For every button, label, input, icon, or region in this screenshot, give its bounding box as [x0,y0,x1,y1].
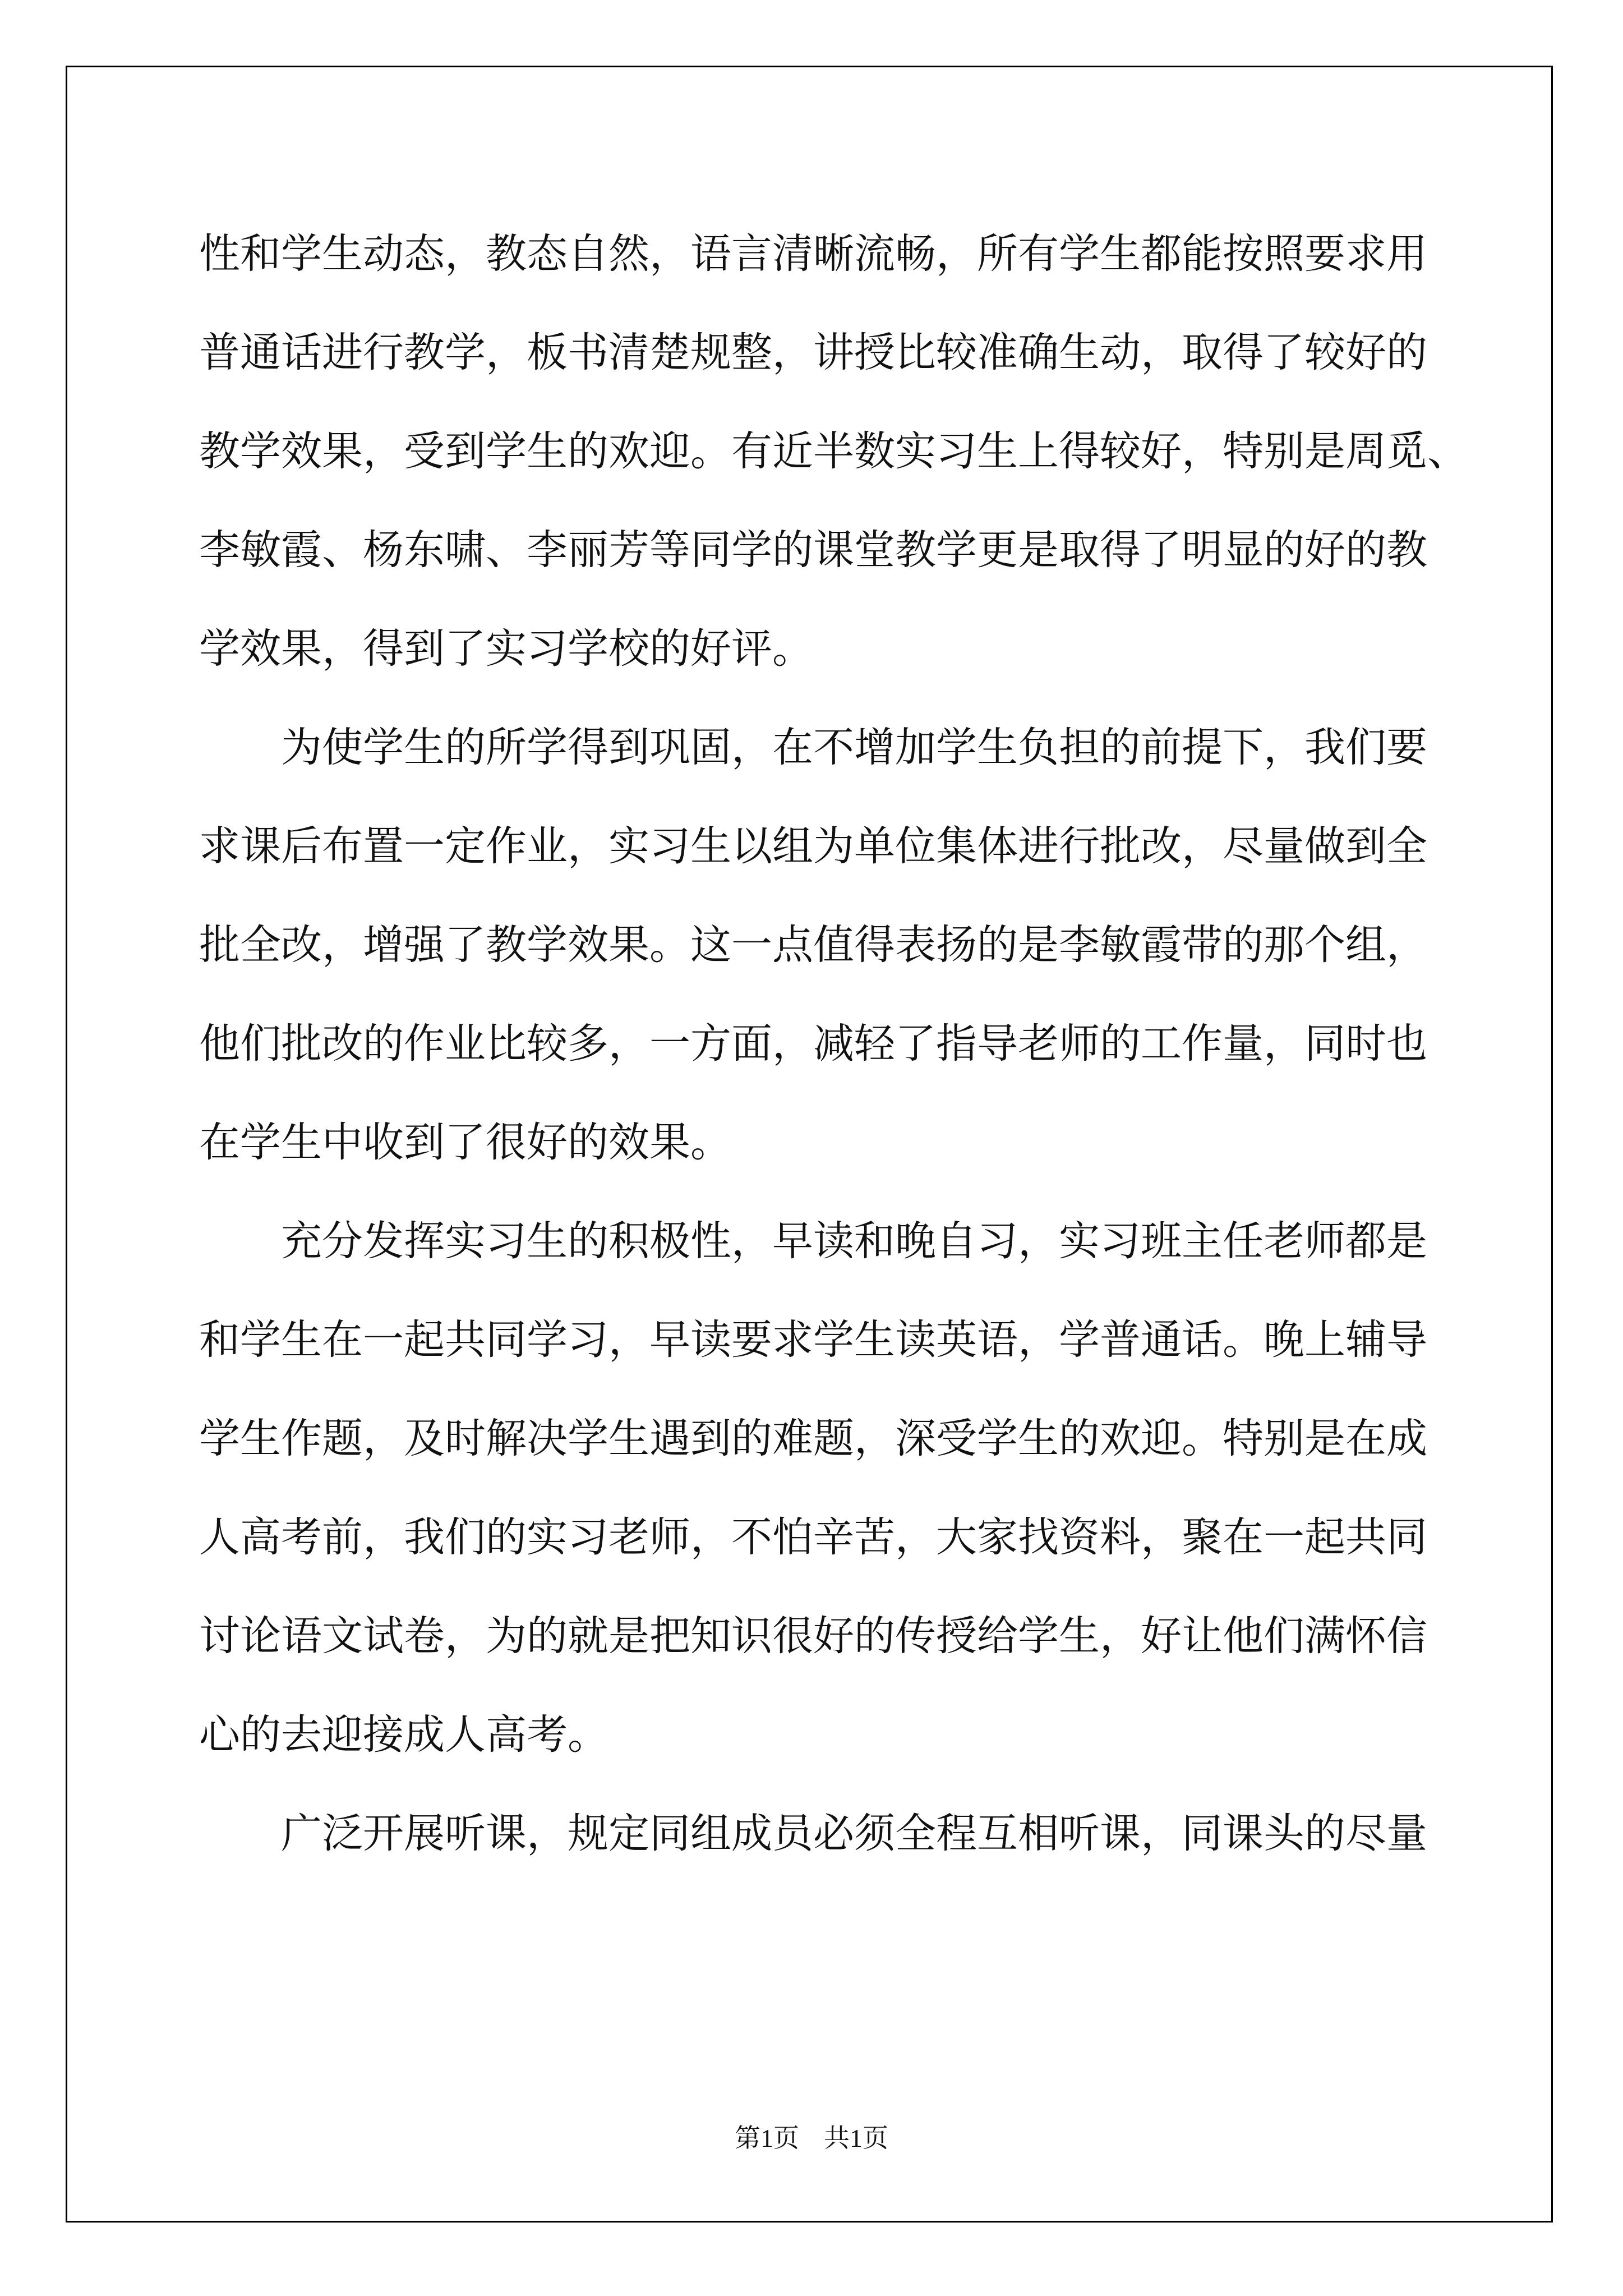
text-line: 学生作题，及时解决学生遇到的难题，深受学生的欢迎。特别是在成 [199,1415,1427,1462]
text-line: 李敏霞、杨东啸、李丽芳等同学的课堂教学更是取得了明显的好的教 [199,526,1427,574]
text-line: 性和学生动态，教态自然，语言清晰流畅，所有学生都能按照要求用 [199,230,1427,278]
page-number-total: 共1页 [824,2124,888,2152]
text-line: 人高考前，我们的实习老师，不怕辛苦，大家找资料，聚在一起共同 [199,1513,1427,1561]
page-footer [0,2122,1623,2155]
text-line: 批全改，增强了教学效果。这一点值得表扬的是李敏霞带的那个组， [199,921,1427,969]
text-line: 广泛开展听课，规定同组成员必须全程互相听课，同课头的尽量 [281,1810,1427,1857]
text-line: 普通话进行教学，板书清楚规整，讲授比较准确生动，取得了较好的 [199,329,1427,376]
text-line: 他们批改的作业比较多，一方面，减轻了指导老师的工作量，同时也 [199,1020,1427,1068]
text-line: 讨论语文试卷，为的就是把知识很好的传授给学生，好让他们满怀信 [199,1612,1427,1660]
text-line: 心的去迎接成人高考。 [199,1711,608,1759]
text-line: 充分发挥实习生的积极性，早读和晚自习，实习班主任老师都是 [281,1217,1427,1265]
text-line: 求课后布置一定作业，实习生以组为单位集体进行批改，尽量做到全 [199,822,1427,870]
document-body [199,205,1468,1883]
text-line: 和学生在一起共同学习，早读要求学生读英语，学普通话。晚上辅导 [199,1316,1427,1364]
text-line: 在学生中收到了很好的效果。 [199,1119,731,1166]
text-line: 学效果，得到了实习学校的好评。 [199,625,813,673]
text-line: 为使学生的所学得到巩固，在不增加学生负担的前提下，我们要 [281,724,1427,771]
text-line: 教学效果，受到学生的欢迎。有近半数实习生上得较好，特别是周觅、 [199,427,1468,475]
page-number-current: 第1页 [735,2124,799,2152]
